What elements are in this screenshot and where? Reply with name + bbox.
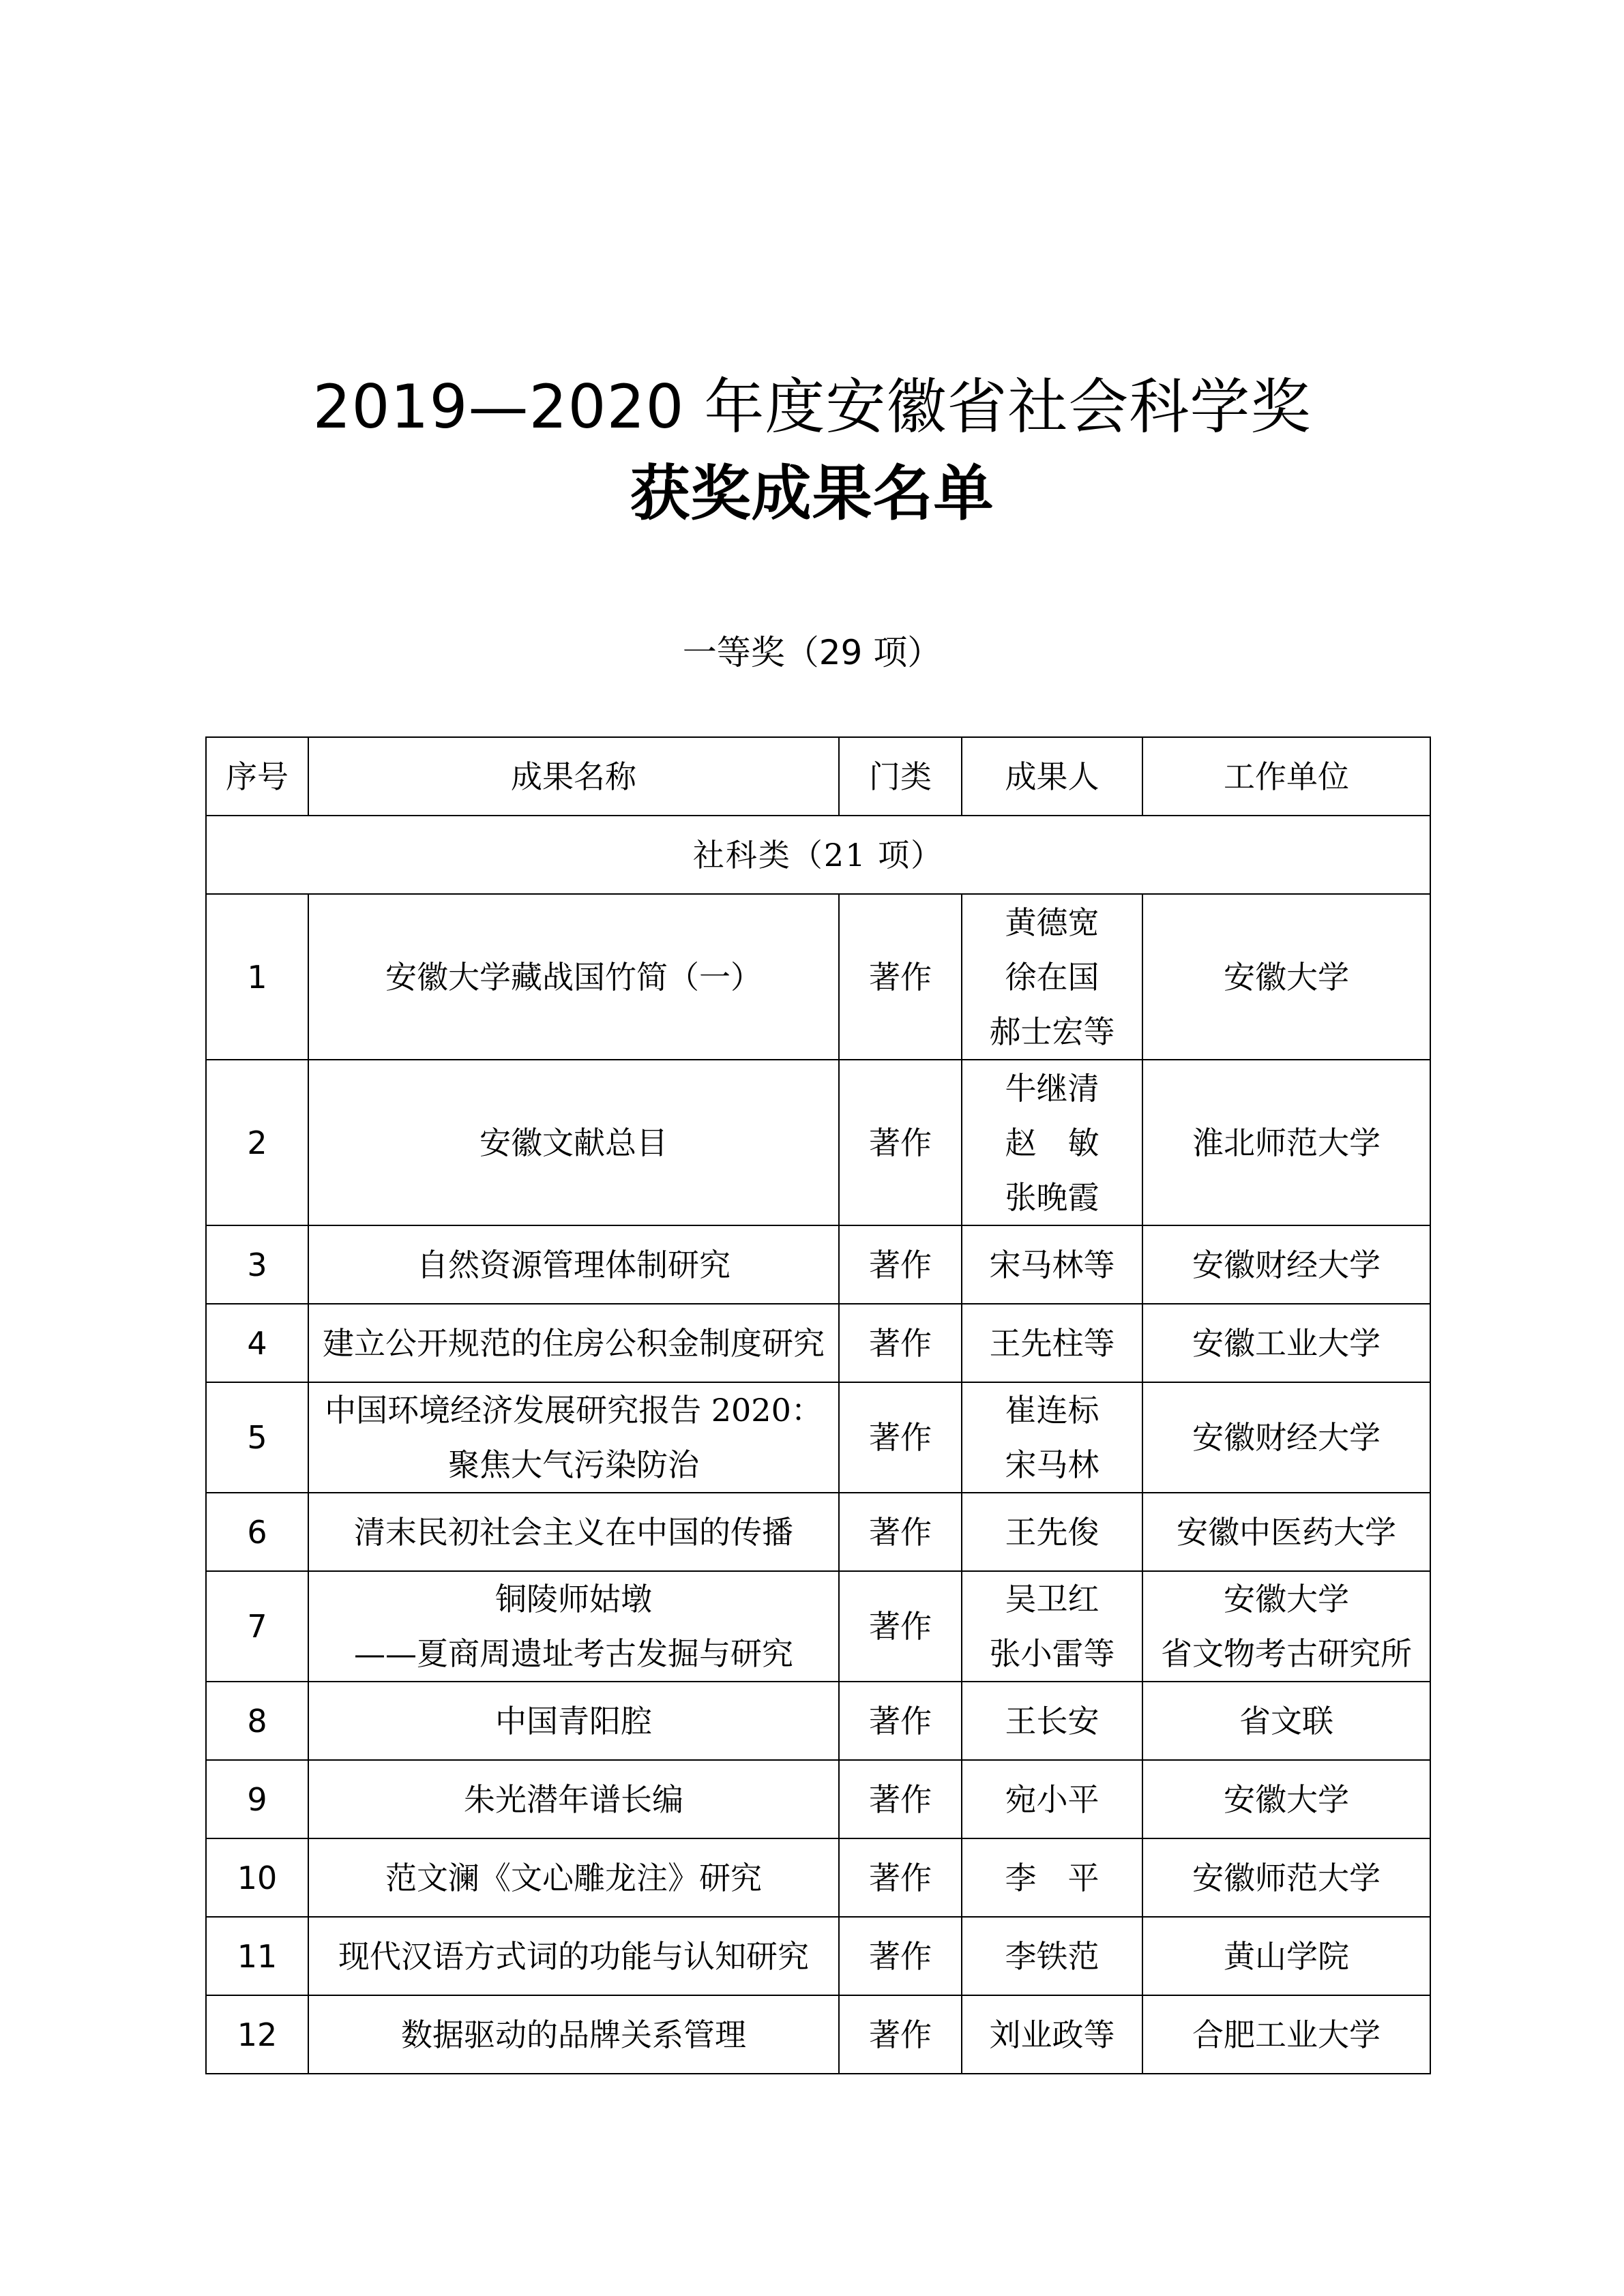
cell-name-line: 数据驱动的品牌关系管理	[401, 2016, 746, 2053]
cell-category: 著作	[839, 1304, 962, 1382]
cell-unit-line: 安徽大学	[1224, 1581, 1349, 1617]
cell-authors-line: 崔连标	[1005, 1392, 1099, 1429]
cell-index: 5	[206, 1382, 308, 1493]
table-row	[206, 1838, 1430, 1917]
cell-authors	[962, 1493, 1142, 1571]
cell-unit	[1142, 894, 1430, 1060]
cell-unit	[1142, 1682, 1430, 1760]
cell-name	[308, 1304, 839, 1382]
table-row	[206, 1571, 1430, 1682]
group-row	[206, 816, 1430, 894]
cell-name-line: 中国环境经济发展研究报告 2020：	[325, 1392, 823, 1429]
cell-authors	[962, 894, 1142, 1060]
cell-authors-line: 宋马林等	[989, 1246, 1115, 1283]
table-row	[206, 1682, 1430, 1760]
cell-category: 著作	[839, 1225, 962, 1304]
cell-unit	[1142, 1225, 1430, 1304]
table-row	[206, 1493, 1430, 1571]
cell-authors-line: 张小雷等	[989, 1635, 1115, 1672]
cell-category: 著作	[839, 1382, 962, 1493]
cell-authors-line: 牛继清	[1005, 1069, 1099, 1107]
cell-name-line: 朱光潜年谱长编	[464, 1780, 683, 1818]
cell-unit	[1142, 1382, 1430, 1493]
cell-name	[308, 1760, 839, 1838]
cell-category: 著作	[839, 1838, 962, 1917]
cell-name	[308, 1917, 839, 1995]
header-authors: 成果人	[962, 737, 1142, 816]
table-body	[206, 816, 1430, 2074]
cell-unit-line: 安徽大学	[1224, 1780, 1349, 1818]
cell-authors-line: 王先柱等	[989, 1324, 1115, 1362]
cell-name-line: 铜陵师姑墩	[495, 1581, 652, 1617]
cell-authors-line: 宛小平	[1005, 1780, 1099, 1818]
cell-unit	[1142, 1571, 1430, 1682]
cell-category: 著作	[839, 1760, 962, 1838]
cell-unit-line: 合肥工业大学	[1192, 2016, 1381, 2053]
cell-authors-line: 徐在国	[1005, 958, 1099, 996]
cell-name	[308, 1060, 839, 1225]
cell-category: 著作	[839, 1917, 962, 1995]
cell-name-line: 聚焦大气污染防治	[448, 1446, 699, 1483]
cell-authors	[962, 1571, 1142, 1682]
cell-name-line: 清末民初社会主义在中国的传播	[354, 1513, 793, 1551]
table-row	[206, 1760, 1430, 1838]
cell-unit-line: 淮北师范大学	[1192, 1124, 1381, 1161]
cell-index: 1	[206, 894, 308, 1060]
cell-index: 8	[206, 1682, 308, 1760]
cell-authors-line: 李 平	[1005, 1859, 1099, 1896]
cell-unit	[1142, 1493, 1430, 1571]
cell-unit	[1142, 1995, 1430, 2074]
cell-index: 2	[206, 1060, 308, 1225]
cell-unit	[1142, 1917, 1430, 1995]
cell-authors	[962, 1060, 1142, 1225]
cell-unit-line: 安徽财经大学	[1192, 1246, 1381, 1283]
cell-authors	[962, 1225, 1142, 1304]
cell-authors-line: 黄德宽	[1005, 904, 1099, 941]
cell-authors	[962, 1682, 1142, 1760]
awards-table	[205, 736, 1431, 2074]
cell-name	[308, 1382, 839, 1493]
cell-authors-line: 张晚霞	[1005, 1178, 1099, 1216]
table-row	[206, 1060, 1430, 1225]
table-row	[206, 894, 1430, 1060]
cell-authors-line: 宋马林	[1005, 1446, 1099, 1483]
document-title-line1: 2019—2020 年度安徽省社会科学奖	[312, 372, 1312, 442]
cell-category: 著作	[839, 1060, 962, 1225]
cell-index: 9	[206, 1760, 308, 1838]
cell-unit	[1142, 1304, 1430, 1382]
header-name: 成果名称	[308, 737, 839, 816]
cell-name	[308, 1682, 839, 1760]
cell-authors	[962, 1382, 1142, 1493]
cell-category: 著作	[839, 894, 962, 1060]
table-row	[206, 1304, 1430, 1382]
cell-index: 10	[206, 1838, 308, 1917]
cell-index: 4	[206, 1304, 308, 1382]
cell-unit-line: 安徽师范大学	[1192, 1859, 1381, 1896]
cell-unit	[1142, 1060, 1430, 1225]
cell-unit-line: 安徽财经大学	[1192, 1419, 1381, 1456]
cell-name-line: ——夏商周遗址考古发掘与研究	[354, 1635, 793, 1672]
cell-unit-line: 黄山学院	[1224, 1937, 1349, 1975]
cell-unit	[1142, 1838, 1430, 1917]
cell-index: 11	[206, 1917, 308, 1995]
cell-unit-line: 省文物考古研究所	[1161, 1635, 1412, 1672]
cell-name	[308, 1571, 839, 1682]
cell-name	[308, 1225, 839, 1304]
cell-unit-line: 安徽大学	[1224, 958, 1349, 996]
cell-category: 著作	[839, 1493, 962, 1571]
cell-authors-line: 李铁范	[1005, 1937, 1099, 1975]
cell-unit	[1142, 1760, 1430, 1838]
cell-name	[308, 1995, 839, 2074]
section-title: 一等奖（29 项）	[682, 633, 942, 672]
cell-authors	[962, 1760, 1142, 1838]
document-title-line2: 获奖成果名单	[630, 458, 994, 528]
cell-authors	[962, 1917, 1142, 1995]
cell-unit-line: 省文联	[1239, 1702, 1333, 1740]
cell-index: 6	[206, 1493, 308, 1571]
cell-name-line: 安徽文献总目	[479, 1124, 668, 1161]
cell-unit-line: 安徽中医药大学	[1177, 1513, 1396, 1551]
cell-authors-line: 王先俊	[1005, 1513, 1099, 1551]
table-row	[206, 1382, 1430, 1493]
table-row	[206, 1995, 1430, 2074]
cell-category: 著作	[839, 1682, 962, 1760]
cell-name	[308, 1493, 839, 1571]
cell-name-line: 范文澜《文心雕龙注》研究	[385, 1859, 762, 1896]
cell-name-line: 自然资源管理体制研究	[417, 1246, 730, 1283]
table-header-row	[206, 737, 1430, 816]
header-category: 门类	[839, 737, 962, 816]
cell-index: 7	[206, 1571, 308, 1682]
cell-name-line: 建立公开规范的住房公积金制度研究	[323, 1324, 825, 1362]
cell-category: 著作	[839, 1571, 962, 1682]
cell-unit-line: 安徽工业大学	[1192, 1324, 1381, 1362]
cell-authors	[962, 1304, 1142, 1382]
cell-authors	[962, 1838, 1142, 1917]
cell-category: 著作	[839, 1995, 962, 2074]
cell-authors-line: 吴卫红	[1005, 1581, 1099, 1617]
cell-index: 12	[206, 1995, 308, 2074]
cell-authors	[962, 1995, 1142, 2074]
header-index: 序号	[206, 737, 308, 816]
table-row	[206, 1225, 1430, 1304]
cell-name	[308, 894, 839, 1060]
cell-index: 3	[206, 1225, 308, 1304]
cell-name-line: 中国青阳腔	[495, 1702, 652, 1740]
header-unit: 工作单位	[1142, 737, 1430, 816]
cell-name-line: 安徽大学藏战国竹简（一）	[385, 958, 762, 996]
cell-authors-line: 郝士宏等	[989, 1013, 1115, 1050]
cell-authors-line: 刘业政等	[989, 2016, 1115, 2053]
cell-name-line: 现代汉语方式词的功能与认知研究	[338, 1937, 809, 1975]
group-label: 社科类（21 项）	[206, 816, 1430, 894]
cell-name	[308, 1838, 839, 1917]
cell-authors-line: 赵 敏	[1005, 1124, 1099, 1161]
cell-authors-line: 王长安	[1005, 1702, 1099, 1740]
table-row	[206, 1917, 1430, 1995]
